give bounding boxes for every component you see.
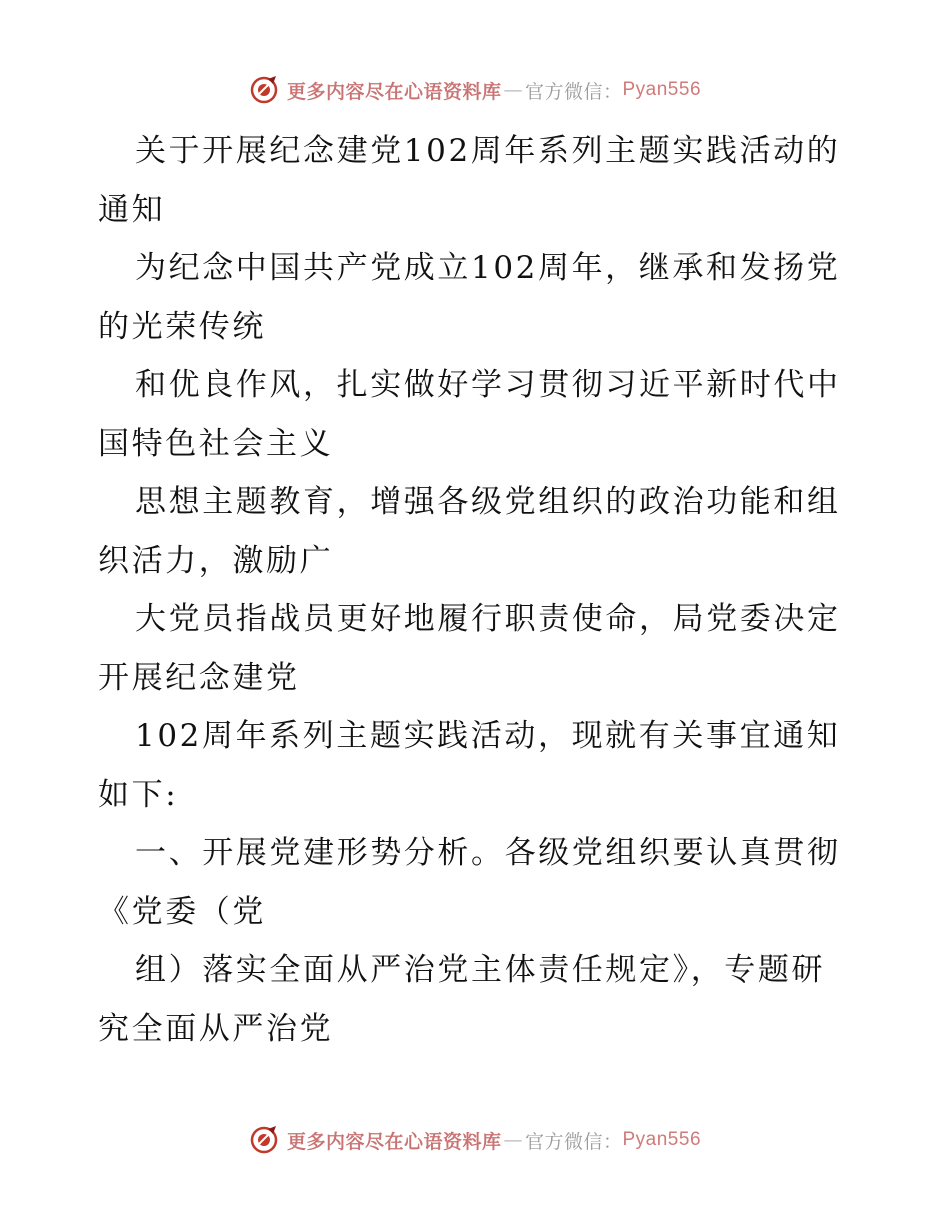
watermark-brand: 更多内容尽在心语资料库 <box>286 80 502 103</box>
doc-line: 究全面从严治党 <box>98 1010 334 1047</box>
watermark-brand: 更多内容尽在心语资料库 <box>286 1130 502 1153</box>
doc-line: 思想主题教育，增强各级党组织的政治功能和组 <box>135 484 841 520</box>
doc-line: 开展纪念建党 <box>98 659 300 696</box>
watermark-dash: — <box>503 79 523 101</box>
doc-line: 和优良作风，扎实做好学习贯彻习近平新时代中 <box>135 367 841 403</box>
pen-seal-icon <box>249 75 279 105</box>
doc-line: 关于开展纪念建党102周年系列主题实践活动的 <box>135 133 841 169</box>
doc-line: 大党员指战员更好地履行职责使命，局党委决定 <box>135 601 841 637</box>
document-body <box>98 122 858 1058</box>
watermark-wechat-id: Pyan556 <box>622 79 702 100</box>
doc-line: 织活力，激励广 <box>98 542 334 579</box>
doc-line: 为纪念中国共产党成立102周年，继承和发扬党 <box>135 250 841 286</box>
doc-line: 的光荣传统 <box>98 308 266 345</box>
watermark-wechat-id: Pyan556 <box>622 1129 702 1150</box>
doc-line: 如下: <box>98 776 179 813</box>
watermark-dash: — <box>503 1129 523 1151</box>
header-watermark <box>0 70 950 110</box>
doc-line: 102周年系列主题实践活动，现就有关事宜通知 <box>135 718 841 754</box>
doc-line: 通知 <box>98 191 166 228</box>
watermark-label: 官方微信： <box>524 80 623 103</box>
doc-line: 组）落实全面从严治党主体责任规定》，专题研 <box>135 952 826 988</box>
footer-watermark <box>0 1120 950 1160</box>
watermark-label: 官方微信： <box>524 1130 623 1153</box>
doc-line: 《党委（党 <box>98 893 266 930</box>
doc-line: 国特色社会主义 <box>98 425 334 462</box>
doc-line: 一、开展党建形势分析。各级党组织要认真贯彻 <box>135 835 841 871</box>
pen-seal-icon <box>249 1125 279 1155</box>
